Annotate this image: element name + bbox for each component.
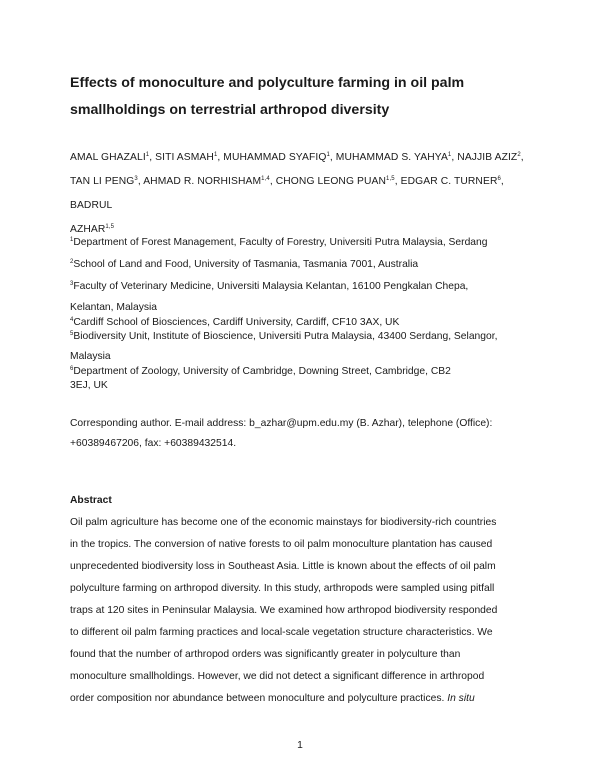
page-number: 1 bbox=[297, 740, 303, 751]
author-affiliation-marker: 1 bbox=[213, 152, 218, 158]
affiliation-text: Cardiff School of Biosciences, Cardiff University, Cardiff, CF10 3AX, UK bbox=[73, 317, 400, 328]
abstract-line: monoculture smallholdings. However, we did not detect a significant difference in arthropod bbox=[70, 671, 485, 682]
abstract-line: polyculture farming on arthropod diversity. In this study, arthropods were sampled using pitfall bbox=[70, 583, 495, 594]
abstract-text: order composition nor abundance between monoculture and polyculture practices. bbox=[70, 693, 445, 704]
abstract-italic-term: In situ bbox=[447, 693, 475, 704]
author-name: NAJJIB AZIZ bbox=[457, 152, 518, 163]
paper-title-line-2: smallholdings on terrestrial arthropod diversity bbox=[70, 102, 390, 118]
author-name: AZHAR bbox=[70, 224, 106, 235]
author-affiliation-marker: 2 bbox=[517, 152, 521, 158]
affiliation-2 bbox=[70, 258, 540, 272]
affiliation-6 bbox=[70, 365, 540, 379]
affiliation-text: Biodiversity Unit, Institute of Bioscience, Universiti Putra Malaysia, 43400 Serdang, Selangor, bbox=[73, 331, 498, 342]
author-affiliation-marker: 1,5 bbox=[105, 224, 115, 230]
abstract-line: found that the number of arthropod orders was significantly greater in polyculture than bbox=[70, 649, 461, 660]
abstract-line: Oil palm agriculture has become one of the economic mainstays for biodiversity-rich countries bbox=[70, 517, 497, 528]
affiliation-text: Faculty of Veterinary Medicine, Universiti Malaysia Kelantan, 16100 Pengkalan Chepa, bbox=[73, 281, 469, 292]
author-name: EDGAR C. TURNER bbox=[400, 176, 498, 187]
author-list: AMAL GHAZALI$^1$, SITI ASMAH$^1$, MUHAMMAD SYAFIQ$^1$, MUHAMMAD S. YAHYA$^1$, NAJJIB AZIZ$^2$, TAN LI PENG$^3$, AHMAD R. NORHISHAM$^{1,4}$, CHONG LEONG PUAN$^{1,5}$, EDGAR C. TURNER$^6$, BADRUL AZHAR$^{1,5}$ bbox=[70, 152, 524, 235]
author-affiliation-marker: 6 bbox=[497, 176, 501, 182]
abstract-line: unprecedented biodiversity loss in Southeast Asia. Little is known about the effects of oil palm bbox=[70, 561, 496, 572]
author-name: MUHAMMAD SYAFIQ bbox=[223, 152, 327, 163]
affiliation-marker: 1 bbox=[70, 237, 74, 243]
author-name: AMAL GHAZALI bbox=[70, 152, 146, 163]
abstract-line: to different oil palm farming practices and local-scale vegetation structure characteristics. We bbox=[70, 627, 493, 638]
affiliation-1 bbox=[70, 236, 540, 250]
author-name: MUHAMMAD S. YAHYA bbox=[335, 152, 448, 163]
author-name: AHMAD R. NORHISHAM bbox=[143, 176, 262, 187]
affiliation-6-continued: 3EJ, UK bbox=[70, 380, 108, 391]
author-affiliation-marker: 1,5 bbox=[386, 176, 395, 182]
affiliation-5-continued: Malaysia bbox=[70, 351, 111, 362]
affiliation-marker: 2 bbox=[70, 259, 74, 265]
author-name: TAN LI PENG bbox=[70, 176, 135, 187]
author-affiliation-marker: 1,4 bbox=[261, 176, 270, 182]
affiliation-3 bbox=[70, 280, 540, 294]
paper-title-line-1: Effects of monoculture and polyculture farming in oil palm bbox=[70, 75, 465, 91]
abstract-heading: Abstract bbox=[70, 495, 112, 506]
affiliation-text: School of Land and Food, University of Tasmania, Tasmania 7001, Australia bbox=[73, 259, 419, 270]
author-name: CHONG LEONG PUAN bbox=[275, 176, 387, 187]
affiliation-marker: 3 bbox=[70, 281, 74, 287]
author-name: BADRUL bbox=[70, 200, 113, 211]
affiliation-4 bbox=[70, 316, 540, 330]
abstract-line bbox=[70, 692, 475, 706]
affiliation-marker: 5 bbox=[70, 331, 74, 337]
affiliation-3-continued: Kelantan, Malaysia bbox=[70, 302, 158, 313]
corresponding-author-line-1: Corresponding author. E-mail address: b_azhar@upm.edu.my (B. Azhar), telephone (Office): bbox=[70, 418, 493, 429]
author-affiliation-marker: 1 bbox=[447, 152, 452, 158]
affiliation-5 bbox=[70, 330, 540, 344]
affiliation-text: Department of Zoology, University of Cambridge, Downing Street, Cambridge, CB2 bbox=[73, 366, 451, 377]
author-name: SITI ASMAH bbox=[155, 152, 214, 163]
affiliation-marker: 6 bbox=[70, 366, 74, 372]
author-affiliation-marker: 1 bbox=[145, 152, 150, 158]
author-affiliation-marker: 1 bbox=[326, 152, 330, 158]
corresponding-author-line-2: +60389467206, fax: +60389432514. bbox=[70, 438, 237, 449]
affiliation-text: Department of Forest Management, Faculty of Forestry, Universiti Putra Malaysia, Serdang bbox=[73, 237, 488, 248]
abstract-line: traps at 120 sites in Peninsular Malaysia. We examined how arthropod biodiversity responded bbox=[70, 605, 498, 616]
affiliation-marker: 4 bbox=[70, 317, 74, 323]
author-affiliation-marker: 3 bbox=[134, 176, 138, 182]
abstract-line: in the tropics. The conversion of native forests to oil palm monoculture plantation has caused bbox=[70, 539, 493, 550]
